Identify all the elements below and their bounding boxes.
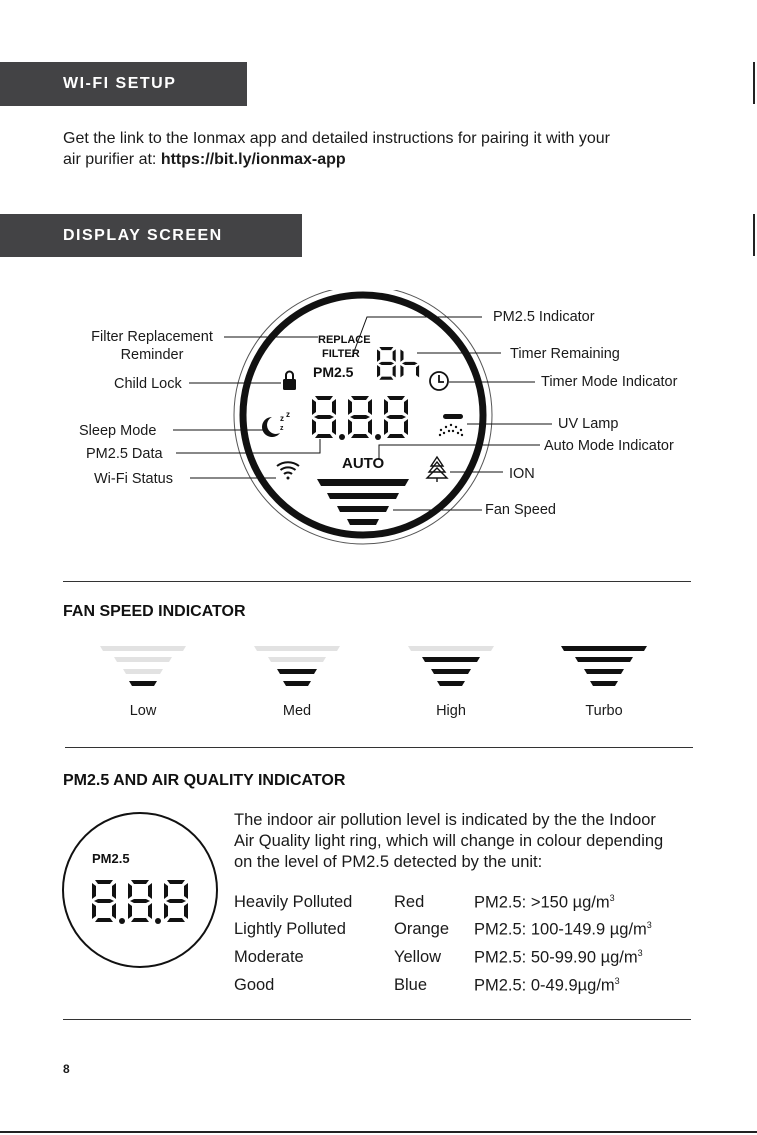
pm25-digits <box>312 396 408 440</box>
callout-timer-remaining: Timer Remaining <box>510 346 620 362</box>
fan-level-high-bars <box>408 646 494 686</box>
aq-level: Lightly Polluted <box>234 920 346 938</box>
air-quality-intro-line-2: Air Quality light ring, which will change in colour depending <box>234 832 664 850</box>
wifi-setup-line-1: Get the link to the Ionmax app and detailed instructions for pairing it with your <box>63 130 610 147</box>
fan-level-med-label: Med <box>282 703 312 719</box>
aq-color: Blue <box>394 976 428 994</box>
callout-ion: ION <box>509 466 535 482</box>
pm25-display-label: PM2.5 <box>92 851 130 866</box>
pm25-display-ring <box>63 813 217 967</box>
ion-tree-icon <box>427 457 447 482</box>
fan-level-high-label: High <box>436 703 466 719</box>
air-quality-title: PM2.5 AND AIR QUALITY INDICATOR <box>63 772 346 789</box>
aq-range <box>474 893 615 913</box>
fan-bar-active <box>422 657 480 662</box>
auto-mode-text: AUTO <box>342 455 385 472</box>
fan-bar-active <box>590 681 618 686</box>
aq-range-sup: 3 <box>609 893 615 903</box>
air-quality-intro-line-1: The indoor air pollution level is indicated by the the Indoor <box>234 811 656 829</box>
aq-color: Yellow <box>394 948 442 966</box>
fan-level-turbo-bars <box>561 646 647 686</box>
callout-child-lock: Child Lock <box>114 376 182 392</box>
aq-level: Heavily Polluted <box>234 893 353 911</box>
page-number: 8 <box>63 1062 70 1076</box>
divider <box>65 747 693 748</box>
callout-wifi-status: Wi-Fi Status <box>94 471 173 487</box>
callout-timer-mode-indicator: Timer Mode Indicator <box>541 374 678 390</box>
fan-bar-inactive <box>254 646 340 651</box>
fan-bar-active <box>575 657 633 662</box>
sleep-mode-icon <box>262 410 290 437</box>
callout-auto-mode-indicator: Auto Mode Indicator <box>544 438 674 454</box>
aq-color: Orange <box>394 920 450 938</box>
divider <box>63 581 691 582</box>
fan-level-med-bars <box>254 646 340 686</box>
fan-bar-active <box>283 681 311 686</box>
fan-bar-active <box>277 669 317 674</box>
fan-bar-active <box>584 669 624 674</box>
aq-range <box>474 948 643 968</box>
fan-bar-inactive <box>114 657 172 662</box>
page-bottom-edge <box>0 1131 757 1133</box>
aq-color: Red <box>394 893 425 911</box>
callout-filter-replacement-line-1: Filter Replacement <box>91 329 213 345</box>
uv-lamp-icon <box>439 414 463 436</box>
fan-bar-inactive <box>268 657 326 662</box>
wifi-setup-text <box>63 128 723 170</box>
fan-bar-inactive <box>408 646 494 651</box>
fan-bar-active <box>431 669 471 674</box>
aq-range <box>474 976 620 996</box>
callout-fan-speed: Fan Speed <box>485 502 556 518</box>
callout-pm25-data: PM2.5 Data <box>86 446 163 462</box>
fan-bar-active <box>437 681 465 686</box>
pm25-display-graphic <box>60 810 220 970</box>
wifi-setup-title: WI-FI SETUP <box>63 75 177 92</box>
fan-bar-active <box>561 646 647 651</box>
display-screen-header <box>0 214 302 257</box>
aq-range <box>474 920 652 940</box>
pm25-indicator-text: PM2.5 <box>313 364 354 380</box>
aq-range-sup: 3 <box>637 948 643 958</box>
fan-bar-inactive <box>100 646 186 651</box>
callout-uv-lamp: UV Lamp <box>558 416 619 432</box>
wifi-setup-header <box>0 62 247 106</box>
aq-level: Good <box>234 976 275 994</box>
fan-bar-active <box>129 681 157 686</box>
clock-icon <box>430 372 448 390</box>
edge-mark <box>753 62 755 104</box>
replace-label: REPLACE <box>318 334 371 346</box>
aq-level: Moderate <box>234 948 304 966</box>
ionmax-app-link[interactable]: https://bit.ly/ionmax-app <box>160 151 346 168</box>
wifi-setup-line-2 <box>63 149 723 170</box>
lock-icon <box>283 372 296 391</box>
wifi-icon <box>277 462 299 479</box>
svg-text:z: z <box>280 425 284 432</box>
aq-range-text: PM2.5: 50-99.90 µg/m <box>474 948 638 967</box>
wifi-setup-line-2-prefix: air purifier at: <box>63 151 161 168</box>
callout-pm25-indicator: PM2.5 Indicator <box>493 309 595 325</box>
air-quality-intro-line-3: on the level of PM2.5 detected by the unit: <box>234 853 543 871</box>
display-screen-title: DISPLAY SCREEN <box>63 226 223 244</box>
aq-range-text: PM2.5: 0-49.9µg/m <box>474 976 615 995</box>
fan-level-low-label: Low <box>129 703 157 719</box>
fan-bar-inactive <box>123 669 163 674</box>
callout-sleep-mode: Sleep Mode <box>79 423 157 439</box>
aq-range-text: PM2.5: 100-149.9 µg/m <box>474 920 647 939</box>
fan-level-low-bars <box>100 646 186 686</box>
callout-filter-replacement <box>82 328 222 364</box>
svg-text:z: z <box>280 414 284 423</box>
aq-range-sup: 3 <box>614 976 620 986</box>
display-fan-speed-bars <box>317 479 409 525</box>
fan-level-turbo-label: Turbo <box>585 703 623 719</box>
air-quality-intro <box>234 810 714 873</box>
fan-speed-levels-graphic <box>0 640 757 692</box>
callout-filter-replacement-line-2: Reminder <box>120 347 184 363</box>
fan-speed-title: FAN SPEED INDICATOR <box>63 603 246 620</box>
timer-digits <box>377 347 419 380</box>
filter-label: FILTER <box>322 348 360 360</box>
aq-range-text: PM2.5: >150 µg/m <box>474 893 610 912</box>
svg-text:z: z <box>286 410 290 419</box>
pm25-display-digits <box>92 880 188 924</box>
edge-mark <box>753 214 755 256</box>
aq-range-sup: 3 <box>646 920 652 930</box>
divider <box>63 1019 691 1020</box>
